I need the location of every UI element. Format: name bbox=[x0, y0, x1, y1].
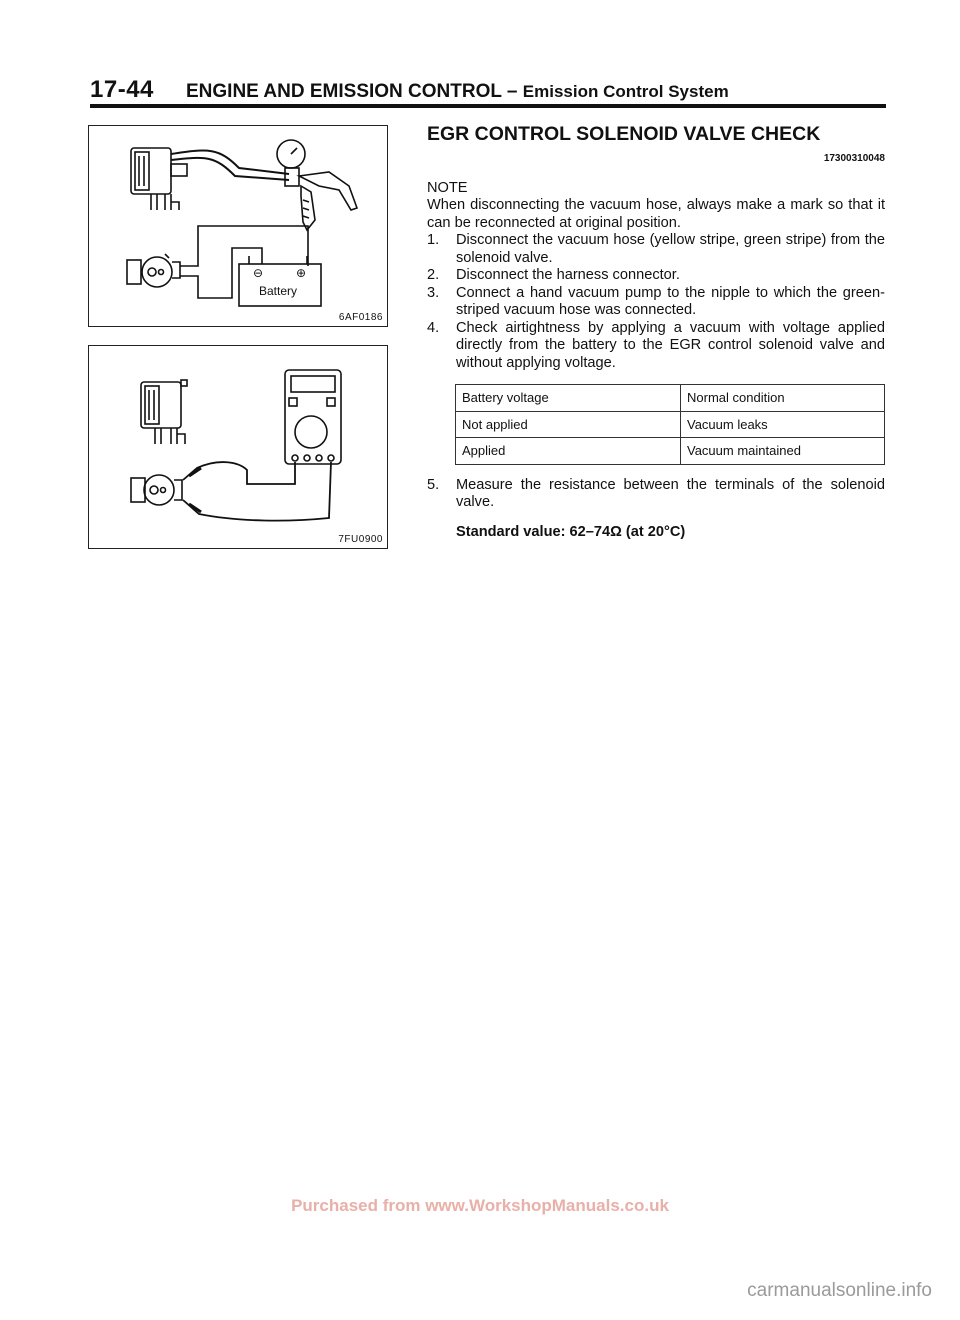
note-text: When disconnecting the vacuum hose, always make a mark so that it can be reconnected at original position. bbox=[427, 197, 885, 231]
page-number: 17-44 bbox=[90, 76, 154, 103]
step-text: Connect a hand vacuum pump to the nipple to which the green-striped vacuum hose was connected. bbox=[456, 284, 885, 318]
figure-vacuum-pump-test bbox=[88, 125, 388, 327]
battery-plus-icon: ⊕ bbox=[296, 266, 307, 280]
chapter-name: ENGINE AND EMISSION CONTROL bbox=[186, 81, 502, 102]
step-item bbox=[427, 477, 885, 512]
section-name: Emission Control System bbox=[522, 82, 729, 101]
step-number: 5. bbox=[427, 476, 440, 493]
step-text: Disconnect the harness connector. bbox=[456, 267, 680, 283]
header-rule bbox=[90, 104, 886, 108]
page-header bbox=[90, 76, 886, 106]
figure-code: 6AF0186 bbox=[338, 312, 383, 323]
table-cell: Vacuum leaks bbox=[681, 411, 885, 438]
solenoid-valve-drawing bbox=[131, 148, 187, 210]
watermark: carmanualsonline.info bbox=[747, 1280, 932, 1301]
figure-resistance-test bbox=[88, 345, 388, 549]
chapter-title bbox=[186, 81, 729, 103]
table-header-cell: Normal condition bbox=[681, 385, 885, 412]
step-number: 4. bbox=[427, 319, 440, 336]
egr-valve-drawing bbox=[131, 475, 182, 505]
procedure-steps bbox=[427, 232, 885, 372]
table-cell: Not applied bbox=[456, 411, 681, 438]
step-item bbox=[427, 320, 885, 373]
table-cell: Vacuum maintained bbox=[681, 438, 885, 465]
condition-table bbox=[455, 384, 885, 465]
standard-value: Standard value: 62–74Ω (at 20°C) bbox=[456, 523, 686, 540]
step-number: 3. bbox=[427, 284, 440, 301]
footer-purchase-notice: Purchased from www.WorkshopManuals.co.uk bbox=[291, 1196, 669, 1215]
title-separator: – bbox=[501, 81, 523, 102]
step-text: Measure the resistance between the terminals of the solenoid valve. bbox=[456, 476, 885, 510]
figure-code: 7FU0900 bbox=[338, 534, 383, 545]
step-number: 2. bbox=[427, 267, 440, 283]
egr-valve-drawing bbox=[127, 254, 180, 287]
multimeter-diagram bbox=[89, 346, 387, 548]
step-text: Check airtightness by applying a vacuum with voltage applied directly from the battery to the EGR control solenoid valve and without applying voltage. bbox=[456, 319, 885, 371]
battery-minus-icon: ⊖ bbox=[253, 266, 264, 280]
battery-drawing bbox=[239, 256, 321, 306]
solenoid-valve-drawing bbox=[141, 380, 187, 444]
procedure-steps-continued bbox=[427, 477, 885, 512]
table-header-row bbox=[456, 385, 885, 412]
step-item bbox=[427, 285, 885, 320]
reference-code: 17300310048 bbox=[823, 153, 885, 164]
section-title: EGR CONTROL SOLENOID VALVE CHECK bbox=[427, 123, 821, 145]
table-header-cell: Battery voltage bbox=[456, 385, 681, 412]
battery-label: Battery bbox=[259, 284, 298, 298]
main-content bbox=[427, 122, 885, 541]
table-cell: Applied bbox=[456, 438, 681, 465]
multimeter-drawing bbox=[285, 370, 341, 464]
step-number: 1. bbox=[427, 232, 440, 248]
table-row bbox=[456, 411, 885, 438]
step-item bbox=[427, 267, 885, 285]
note-label: NOTE bbox=[427, 179, 468, 196]
hand-vacuum-pump-drawing bbox=[277, 140, 357, 230]
table-row bbox=[456, 438, 885, 465]
vacuum-pump-diagram bbox=[89, 126, 387, 326]
step-item bbox=[427, 232, 885, 267]
step-text: Disconnect the vacuum hose (yellow stripe, green stripe) from the solenoid valve. bbox=[456, 232, 885, 266]
